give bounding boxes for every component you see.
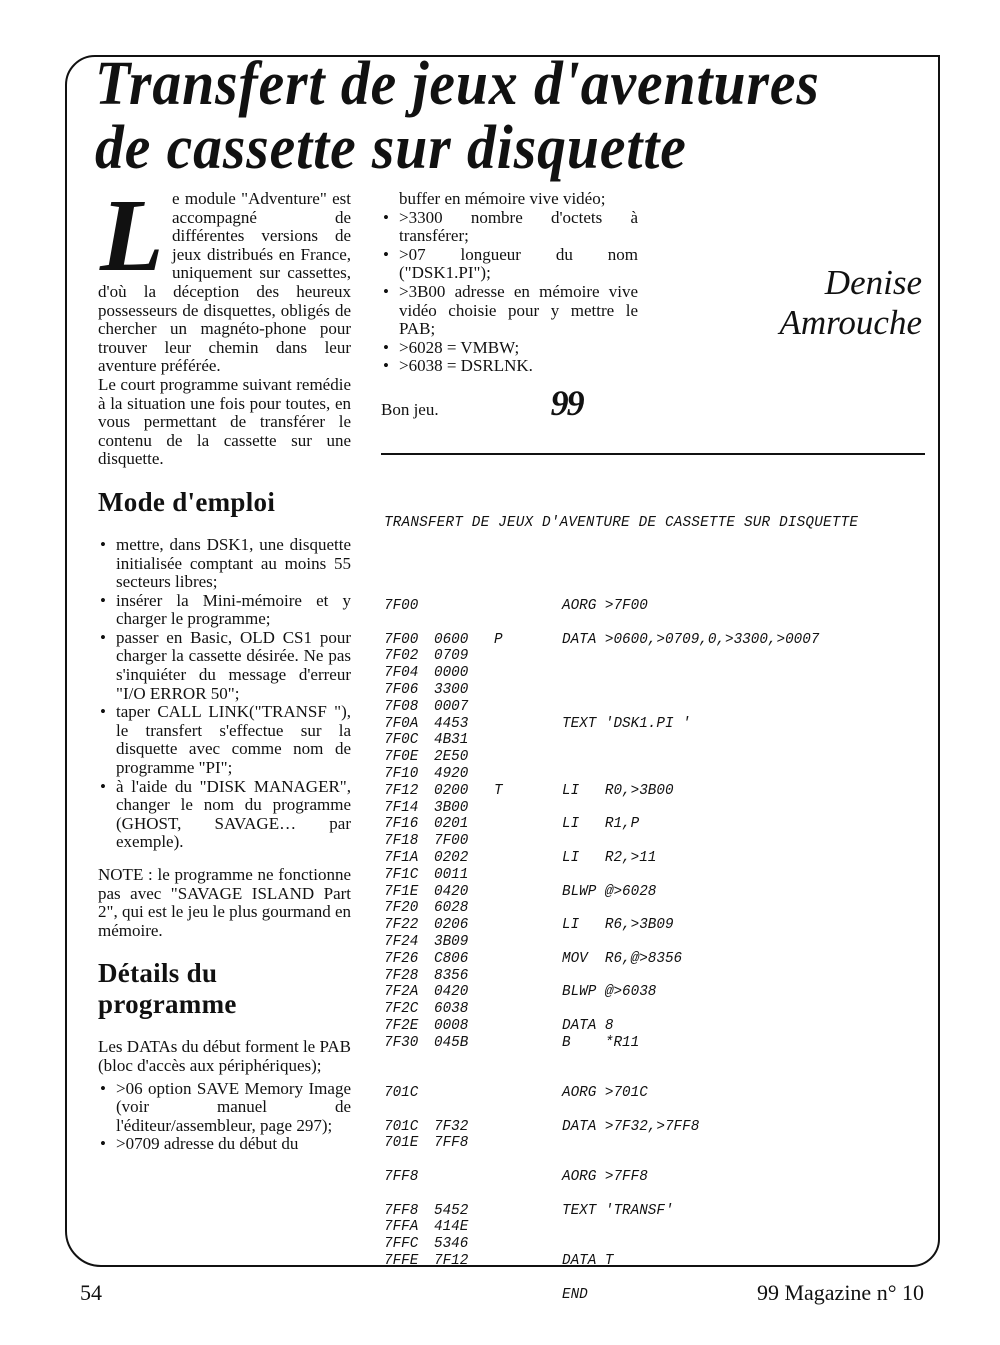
listing-instruction: AORG >7FF8 — [562, 1169, 648, 1186]
listing-opcode: 5346 — [434, 1236, 469, 1253]
listing-line — [384, 749, 944, 766]
listing-label: T — [494, 782, 503, 799]
page-number: 54 — [80, 1280, 102, 1305]
listing-line — [384, 766, 944, 783]
listing-line — [384, 850, 944, 867]
listing-opcode: 0709 — [434, 648, 469, 665]
listing-label — [494, 1219, 562, 1236]
listing-opcode: 0201 — [434, 816, 469, 833]
listing-opcode: 5452 — [434, 1202, 469, 1219]
listing-instruction — [562, 800, 922, 817]
list-continuation: buffer en mémoire vive vidéo; — [399, 189, 606, 208]
listing-label — [494, 1035, 562, 1052]
list-item: • à l'aide du "DISK MANAGER", changer le nom du programme (GHOST, SAVAGE… par exemple). — [98, 778, 351, 852]
listing-address: 7F30 — [384, 1034, 419, 1051]
listing-instruction — [562, 749, 922, 766]
listing-address: 7F00 — [384, 631, 419, 648]
list-item: • >6038 = DSRLNK. — [381, 357, 638, 376]
listing-address: 7F16 — [384, 816, 419, 833]
listing-opcode — [434, 1287, 494, 1304]
listing-line — [384, 816, 944, 833]
listing-blank-line — [384, 1052, 944, 1069]
list-item: • >07 longueur du nom ("DSK1.PI"); — [381, 246, 638, 283]
listing-line — [384, 1001, 944, 1018]
listing-blank-line — [384, 1186, 944, 1203]
listing-address: 701E — [384, 1135, 419, 1152]
listing-instruction: DATA >0600,>0709,0,>3300,>0007 — [562, 631, 820, 648]
listing-address: 7FFC — [384, 1236, 419, 1253]
listing-opcode: 0420 — [434, 984, 469, 1001]
listing-address: 7F00 — [384, 597, 419, 614]
listing-opcode: C806 — [434, 950, 469, 967]
listing-instruction — [562, 699, 922, 716]
listing-line — [384, 934, 944, 951]
list-item: • insérer la Mini-mémoire et y charger le programme; — [98, 592, 351, 629]
listing-instruction: END — [562, 1286, 588, 1303]
listing-instruction: LI R1,P — [562, 816, 640, 833]
listing-instruction: TEXT 'DSK1.PI ' — [562, 715, 691, 732]
list-item: • >3300 nombre d'octets à transférer; — [381, 209, 638, 246]
listing-line — [384, 884, 944, 901]
listing-instruction — [562, 833, 922, 850]
listing-opcode: 7F32 — [434, 1118, 469, 1135]
listing-line — [384, 732, 944, 749]
listing-address: 7FF8 — [384, 1169, 419, 1186]
code-listing — [384, 481, 944, 1320]
listing-line — [384, 867, 944, 884]
listing-address: 7F0C — [384, 732, 419, 749]
listing-opcode: 7FF8 — [434, 1135, 469, 1152]
listing-line — [384, 1169, 944, 1186]
listing-instruction: BLWP @>6038 — [562, 984, 657, 1001]
listing-address: 7F18 — [384, 833, 419, 850]
details-intro: Les DATAs du début forment le PAB (bloc d'accès aux périphériques); — [98, 1037, 351, 1075]
details-list-right — [381, 209, 638, 376]
listing-opcode: 0206 — [434, 917, 469, 934]
listing-address: 7F14 — [384, 799, 419, 816]
listing-instruction — [562, 1236, 922, 1253]
intro-paragraph-1: e module "Adventure" est accompagné de différentes versions de jeux distribués en France, uniquement sur cassettes, d'où la déception des heureux possesseurs de disquettes, obligés de chercher un magnéto-phone pour trouver leur chemin dans leur aventure préférée. — [98, 189, 351, 376]
listing-instruction: BLWP @>6028 — [562, 883, 657, 900]
listing-instruction — [562, 648, 922, 665]
listing-opcode: 7F00 — [434, 833, 469, 850]
listing-instruction — [562, 867, 922, 884]
listing-line — [384, 968, 944, 985]
author-first-name: Denise — [824, 263, 922, 302]
listing-address: 7F2A — [384, 984, 419, 1001]
listing-label — [494, 1085, 562, 1102]
listing-line — [384, 900, 944, 917]
listing-line — [384, 682, 944, 699]
list-item: • >0709 adresse du début du — [98, 1135, 351, 1154]
listing-address: 7F24 — [384, 933, 419, 950]
listing-instruction — [562, 665, 922, 682]
listing-label — [494, 1169, 562, 1186]
listing-line — [384, 1203, 944, 1220]
listing-label: P — [494, 631, 503, 648]
listing-address: 7F20 — [384, 900, 419, 917]
listing-line — [384, 1085, 944, 1102]
listing-opcode: 0200 — [434, 782, 469, 799]
listing-label — [494, 766, 562, 783]
listing-opcode: 0000 — [434, 665, 469, 682]
listing-blank-line — [384, 1152, 944, 1169]
listing-label — [494, 699, 562, 716]
list-item: • >6028 = VMBW; — [381, 339, 638, 358]
listing-label — [494, 1001, 562, 1018]
listing-instruction: TEXT 'TRANSF' — [562, 1202, 674, 1219]
listing-address: 7F28 — [384, 967, 419, 984]
listing-opcode: 0008 — [434, 1017, 469, 1034]
listing-address: 7F1E — [384, 883, 419, 900]
list-item: • mettre, dans DSK1, une disquette initialisée comptant au moins 55 secteurs libres; — [98, 536, 351, 592]
section-heading-mode-emploi: Mode d'emploi — [98, 486, 276, 517]
closing-text: Bon jeu. — [381, 399, 439, 419]
publication-name: 99 Magazine n° 10 — [756, 1280, 924, 1305]
listing-label — [494, 1253, 562, 1270]
listing-opcode: 4B31 — [434, 732, 469, 749]
listing-opcode: 0011 — [434, 866, 469, 883]
listing-opcode: 4453 — [434, 715, 469, 732]
listing-instruction — [562, 900, 922, 917]
listing-instruction: LI R0,>3B00 — [562, 782, 674, 799]
note-paragraph: NOTE : le programme ne fonctionne pas avec "SAVAGE ISLAND Part 2", qui est le jeu le plus gourmand en mémoire. — [98, 865, 351, 940]
listing-instruction — [562, 766, 922, 783]
listing-blank-line — [384, 1068, 944, 1085]
listing-opcode — [434, 1085, 494, 1102]
listing-instruction: AORG >701C — [562, 1085, 648, 1102]
listing-line — [384, 1219, 944, 1236]
listing-line — [384, 699, 944, 716]
listing-instruction: MOV R6,@>8356 — [562, 950, 683, 967]
author-last-name: Amrouche — [779, 303, 922, 342]
listing-label — [494, 732, 562, 749]
listing-lines — [384, 598, 944, 1303]
listing-instruction: DATA >7F32,>7FF8 — [562, 1118, 700, 1135]
listing-label — [494, 1018, 562, 1035]
listing-instruction — [562, 732, 922, 749]
list-item: • >3B00 adresse en mémoire vive vidéo choisie pour y mettre le PAB; — [381, 283, 638, 339]
listing-line — [384, 833, 944, 850]
listing-instruction: AORG >7F00 — [562, 597, 648, 614]
listing-label — [494, 1203, 562, 1220]
listing-address: 7F04 — [384, 665, 419, 682]
list-item: • >06 option SAVE Memory Image (voir manuel de l'éditeur/assembleur, page 297); — [98, 1080, 351, 1136]
listing-line — [384, 632, 944, 649]
listing-address: 7F0E — [384, 749, 419, 766]
listing-label — [494, 716, 562, 733]
listing-label — [494, 850, 562, 867]
listing-line — [384, 1135, 944, 1152]
listing-label — [494, 968, 562, 985]
mode-emploi-list — [98, 536, 351, 852]
section-heading-details — [98, 958, 351, 1020]
listing-label — [494, 917, 562, 934]
intro-paragraph-2: Le court programme suivant remédie à la situation une fois pour toutes, en vous permettant de transférer le contenu de la cassette sur une disquette. — [98, 374, 351, 469]
listing-opcode: 2E50 — [434, 749, 469, 766]
author-byline — [779, 263, 922, 343]
listing-instruction: B *R11 — [562, 1034, 640, 1051]
listing-instruction — [562, 1219, 922, 1236]
listing-opcode: 0202 — [434, 849, 469, 866]
listing-address: 7FFA — [384, 1219, 419, 1236]
listing-opcode — [434, 598, 494, 615]
listing-line — [384, 1236, 944, 1253]
listing-label — [494, 1287, 562, 1304]
listing-label — [494, 951, 562, 968]
listing-label — [494, 900, 562, 917]
listing-instruction: DATA 8 — [562, 1017, 614, 1034]
listing-address: 7F22 — [384, 917, 419, 934]
details-list-left — [98, 1080, 351, 1154]
listing-opcode: 0007 — [434, 698, 469, 715]
listing-blank-line — [384, 615, 944, 632]
listing-label — [494, 800, 562, 817]
listing-label — [494, 867, 562, 884]
listing-label — [494, 816, 562, 833]
listing-address: 7F02 — [384, 648, 419, 665]
listing-instruction: LI R2,>11 — [562, 849, 657, 866]
title-line-1: Transfert de jeux d'aventures — [95, 50, 820, 118]
listing-line — [384, 1035, 944, 1052]
listing-instruction: LI R6,>3B09 — [562, 917, 674, 934]
listing-address: 7F2E — [384, 1017, 419, 1034]
listing-line — [384, 665, 944, 682]
listing-label — [494, 682, 562, 699]
listing-line — [384, 800, 944, 817]
listing-address: 7F1C — [384, 866, 419, 883]
listing-line — [384, 1018, 944, 1035]
details-heading-line-2: programme — [98, 989, 237, 1020]
listing-opcode: 045B — [434, 1034, 469, 1051]
listing-line — [384, 1119, 944, 1136]
listing-address: 701C — [384, 1085, 419, 1102]
listing-opcode: 6028 — [434, 900, 469, 917]
listing-opcode: 8356 — [434, 967, 469, 984]
magazine-logo: 99 — [550, 382, 583, 423]
listing-instruction — [562, 1001, 922, 1018]
listing-instruction — [562, 1135, 922, 1152]
listing-label — [494, 598, 562, 615]
listing-address: 7F08 — [384, 698, 419, 715]
closing-row — [381, 382, 638, 423]
listing-address: 7F26 — [384, 950, 419, 967]
listing-line — [384, 598, 944, 615]
listing-opcode: 0600 — [434, 631, 469, 648]
listing-address: 7FF8 — [384, 1202, 419, 1219]
list-item: • passer en Basic, OLD CS1 pour charger la cassette désirée. Ne pas s'inquiéter du message d'erreur "I/O ERROR 50"; — [98, 629, 351, 703]
listing-line — [384, 984, 944, 1001]
details-heading-line-1: Détails du — [98, 958, 218, 989]
listing-opcode: 4920 — [434, 765, 469, 782]
article-title — [95, 52, 820, 180]
listing-address: 7F2C — [384, 1001, 419, 1018]
listing-line — [384, 783, 944, 800]
section-divider — [381, 453, 925, 455]
listing-opcode: 3300 — [434, 681, 469, 698]
list-item: • taper CALL LINK("TRANSF "), le transfert s'effectue sur la disquette avec comme nom de programme "PI"; — [98, 703, 351, 777]
listing-label — [494, 934, 562, 951]
listing-label — [494, 833, 562, 850]
listing-label — [494, 749, 562, 766]
listing-line — [384, 951, 944, 968]
listing-instruction — [562, 968, 922, 985]
listing-line — [384, 716, 944, 733]
listing-opcode: 414E — [434, 1219, 469, 1236]
drop-cap: L — [100, 178, 164, 293]
listing-address: 701C — [384, 1118, 419, 1135]
listing-address — [384, 1287, 434, 1304]
listing-line — [384, 648, 944, 665]
listing-label — [494, 984, 562, 1001]
listing-opcode: 6038 — [434, 1001, 469, 1018]
listing-address: 7F1A — [384, 849, 419, 866]
listing-opcode: 0420 — [434, 883, 469, 900]
listing-address: 7FFE — [384, 1253, 419, 1270]
listing-label — [494, 648, 562, 665]
listing-instruction: DATA T — [562, 1253, 614, 1270]
listing-label — [494, 1119, 562, 1136]
listing-label — [494, 1135, 562, 1152]
listing-address: 7F0A — [384, 715, 419, 732]
listing-instruction — [562, 682, 922, 699]
listing-address: 7F12 — [384, 782, 419, 799]
listing-opcode: 7F12 — [434, 1253, 469, 1270]
listing-label — [494, 1236, 562, 1253]
listing-address: 7F10 — [384, 765, 419, 782]
title-line-2: de cassette sur disquette — [95, 114, 687, 182]
listing-label — [494, 665, 562, 682]
listing-label — [494, 884, 562, 901]
listing-instruction — [562, 934, 922, 951]
listing-opcode: 3B09 — [434, 933, 469, 950]
listing-opcode — [434, 1169, 494, 1186]
listing-blank-line — [384, 1102, 944, 1119]
listing-line — [384, 1253, 944, 1270]
listing-address: 7F06 — [384, 681, 419, 698]
listing-title: TRANSFERT DE JEUX D'AVENTURE DE CASSETTE SUR DISQUETTE — [384, 514, 859, 531]
column-middle — [381, 189, 638, 423]
listing-opcode: 3B00 — [434, 799, 469, 816]
listing-line — [384, 917, 944, 934]
column-left — [98, 178, 351, 1154]
